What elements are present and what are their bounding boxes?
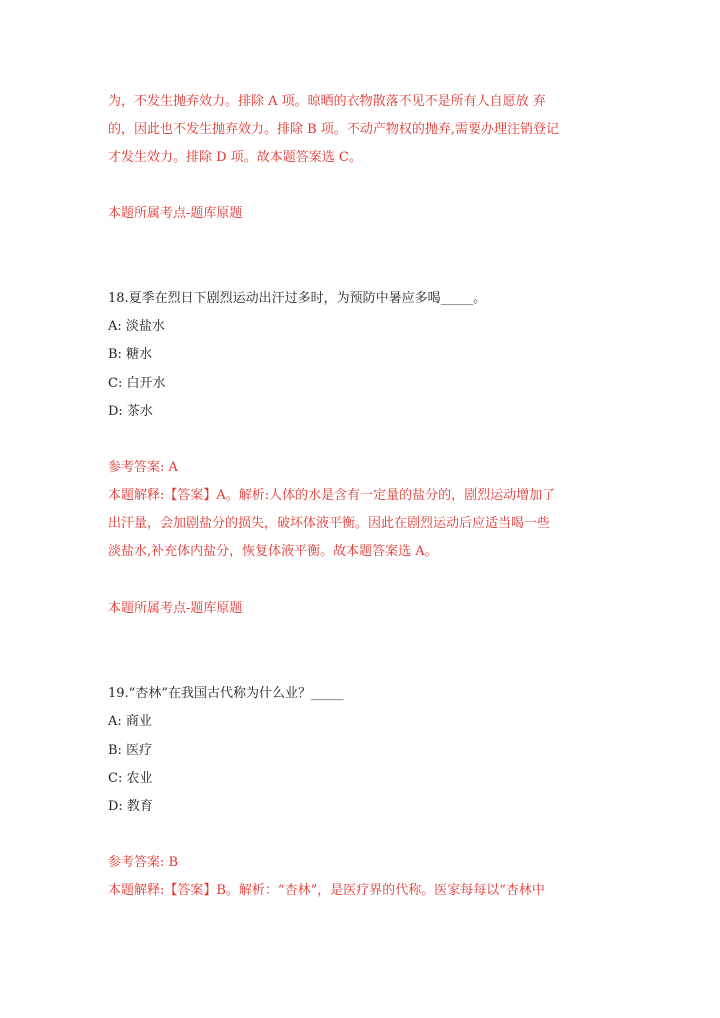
q18-explanation-line: 本题解释:【答案】A。解析:人体的水是含有一定量的盐分的，剧烈运动增加了: [108, 488, 556, 503]
explanation-line: 才发生效力。排除 D 项。故本题答案选 C。: [108, 150, 362, 165]
q19-explanation-line: 本题解释:【答案】B。解析：“杏林”，是医疗界的代称。医家每每以“杏林中: [108, 883, 545, 898]
question-18-text: 18.夏季在烈日下剧烈运动出汗过多时，为预防中暑应多喝_____。: [108, 291, 487, 306]
q19-option-c: C: 农业: [108, 771, 153, 786]
q18-answer: 参考答案: A: [108, 460, 178, 475]
q18-option-b: B: 糖水: [108, 347, 153, 362]
q18-option-a: A: 淡盐水: [108, 319, 165, 334]
explanation-line: 的，因此也不发生抛弃效力。排除 B 项。不动产物权的抛弃,需要办理注销登记: [108, 122, 559, 137]
q18-option-c: C: 白开水: [108, 376, 166, 391]
q19-option-a: A: 商业: [108, 714, 152, 729]
q19-option-b: B: 医疗: [108, 743, 153, 758]
q19-answer: 参考答案: B: [108, 855, 179, 870]
q18-option-d: D: 茶水: [108, 404, 153, 419]
question-19-text: 19.“杏林”在我国古代称为什么业？_____: [108, 686, 344, 701]
q18-source-note: 本题所属考点-题库原题: [108, 601, 243, 616]
q19-option-d: D: 教育: [108, 799, 153, 814]
source-note: 本题所属考点-题库原题: [108, 206, 243, 221]
explanation-line: 为，不发生抛弃效力。排除 A 项。晾晒的衣物散落不见不是所有人自愿放 弃: [108, 94, 546, 109]
q18-explanation-line: 淡盐水,补充体内盐分，恢复体液平衡。故本题答案选 A。: [108, 544, 438, 559]
q18-explanation-line: 出汗量，会加剧盐分的损失，破坏体液平衡。因此在剧烈运动后应适当喝一些: [108, 516, 551, 531]
